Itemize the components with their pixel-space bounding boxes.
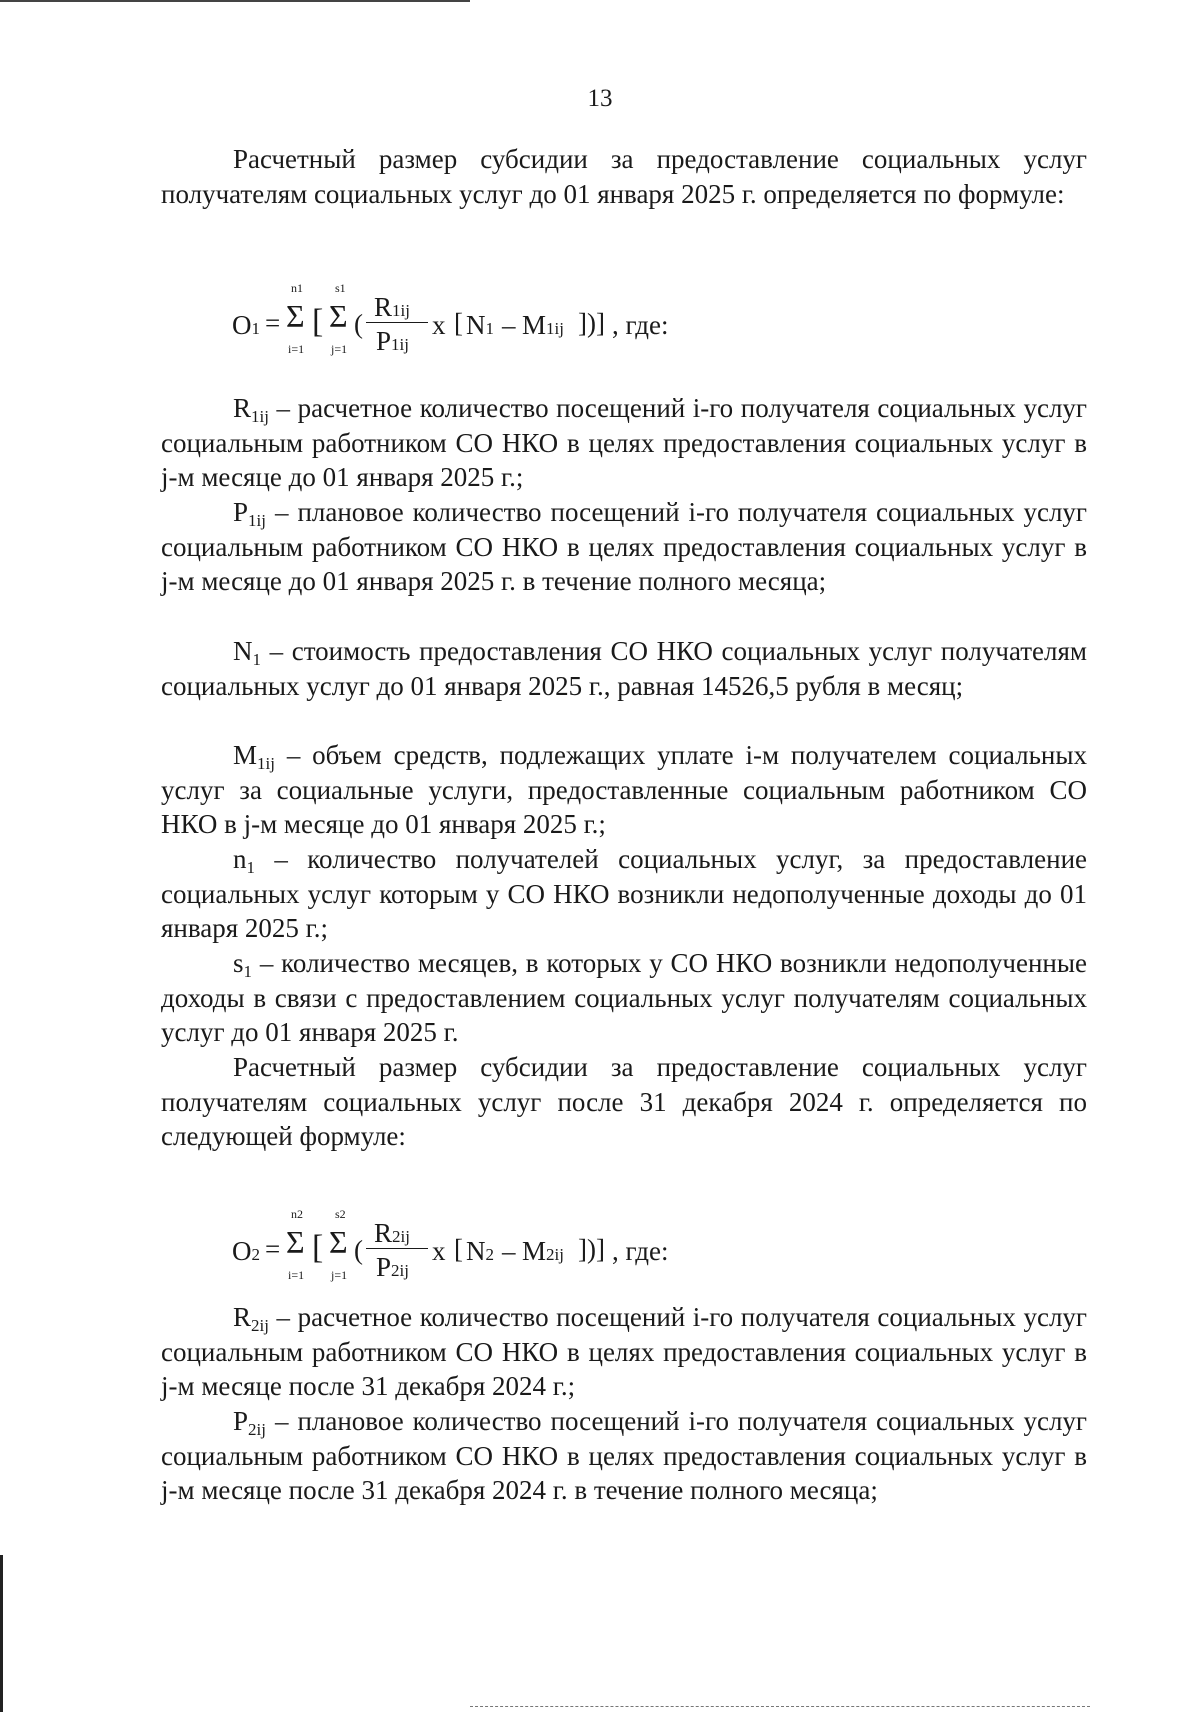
sum-i-sigma: Σ (286, 1224, 305, 1260)
definition-r2ij: $R_{2ij}$ – расчетное количество посещений i-го получателя социальных услуг социальным работником СО НКО в целях предоставления социальных услуг в j-м месяце после 31 декабря 2024 г.; (161, 1302, 1087, 1402)
formula-equals: = (265, 1234, 281, 1264)
page-number: 13 (587, 85, 613, 112)
formula-o2 (232, 1198, 692, 1282)
minus-sign: – (502, 1236, 516, 1266)
formula-where: , где: (612, 310, 669, 340)
outer-open-bracket: [ (312, 1229, 324, 1266)
closing-brackets: ])] (578, 308, 605, 338)
definition-m1ij: $M_{1ij}$ – объем средств, подлежащих уплате i-м получателем социальных услуг за социальные услуги, предоставленные социальным работником СО НКО в j-м месяце до 01 января 2025 г.; (161, 740, 1087, 840)
sum-j-lower-limit: j=1 (331, 1268, 348, 1282)
scan-artifact-top-line (0, 0, 470, 2)
outer-open-bracket: [ (312, 303, 324, 340)
times-sign: x (432, 1236, 446, 1266)
sum-j-sigma: Σ (329, 298, 348, 334)
sum-i-sigma: Σ (286, 298, 305, 334)
closing-brackets: ])] (578, 1234, 605, 1264)
sum-j-upper-limit: s2 (335, 1207, 346, 1221)
inner-open-bracket: [ (454, 308, 463, 338)
definition-s1: $s_1$ – количество месяцев, в которых у СО НКО возникли недополученные доходы в связи с предоставлением социальных услуг получателям социальных услуг до 01 января 2025 г. (161, 948, 1087, 1048)
open-paren: ( (354, 309, 363, 339)
times-sign: x (432, 310, 446, 340)
formula-lhs: O2 (232, 1236, 260, 1266)
definition-n1: $N_1$ – стоимость предоставления СО НКО социальных услуг получателям социальных услуг до 01 января 2025 г., равная 14526,5 рубля в месяц; (161, 636, 1087, 701)
fraction-bar (366, 1248, 428, 1249)
definition-n1-count: $n_1$ – количество получателей социальных услуг, за предоставление социальных услуг которым у СО НКО возникли недополученные доходы до 01 января 2025 г.; (161, 844, 1087, 944)
definition-p1ij: $P_{1ij}$ – плановое количество посещений i-го получателя социальных услуг социальным работником СО НКО в целях предоставления социальных услуг в j-м месяце до 01 января 2025 г. в течение полного месяца; (161, 497, 1087, 597)
cost-variable: N1 (466, 310, 494, 340)
inner-open-bracket: [ (454, 1234, 463, 1264)
fraction-denominator: P2ij (376, 1252, 409, 1282)
cost-variable: N2 (466, 1236, 494, 1266)
sum-i-upper-limit: n2 (291, 1207, 303, 1221)
fraction-denominator: P1ij (376, 326, 409, 356)
open-paren: ( (354, 1235, 363, 1265)
sum-i-lower-limit: i=1 (288, 342, 305, 356)
definition-p2ij: $P_{2ij}$ – плановое количество посещений i-го получателя социальных услуг социальным работником СО НКО в целях предоставления социальных услуг в j-м месяце после 31 декабря 2024 г. в течение полного месяца; (161, 1406, 1087, 1506)
sum-j-sigma: Σ (329, 1224, 348, 1260)
sum-j-lower-limit: j=1 (331, 342, 348, 356)
payment-variable: M2ij (522, 1236, 564, 1266)
sum-j-upper-limit: s1 (335, 281, 346, 295)
scan-artifact-bottom-line (470, 1706, 1090, 1708)
definition-r1ij: $R_{1ij}$ – расчетное количество посещений i-го получателя социальных услуг социальным работником СО НКО в целях предоставления социальных услуг в j-м месяце до 01 января 2025 г.; (161, 393, 1087, 493)
sum-i-lower-limit: i=1 (288, 1268, 305, 1282)
minus-sign: – (502, 310, 516, 340)
formula-o1 (232, 272, 692, 356)
formula-lhs: O1 (232, 310, 260, 340)
fraction-bar (366, 322, 428, 323)
sum-i-upper-limit: n1 (291, 281, 303, 295)
paragraph-formula1-intro: Расчетный размер субсидии за предоставление социальных услуг получателям социальных услуг до 01 января 2025 г. определяется по формуле: (161, 144, 1087, 209)
paragraph-formula2-intro: Расчетный размер субсидии за предоставление социальных услуг получателям социальных услуг после 31 декабря 2024 г. определяется по следующей формуле: (161, 1052, 1087, 1152)
payment-variable: M1ij (522, 310, 564, 340)
fraction-numerator: R1ij (374, 292, 410, 322)
fraction-numerator: R2ij (374, 1218, 410, 1248)
formula-equals: = (265, 308, 281, 338)
scan-artifact-left-edge (0, 1555, 3, 1712)
formula-where: , где: (612, 1236, 669, 1266)
